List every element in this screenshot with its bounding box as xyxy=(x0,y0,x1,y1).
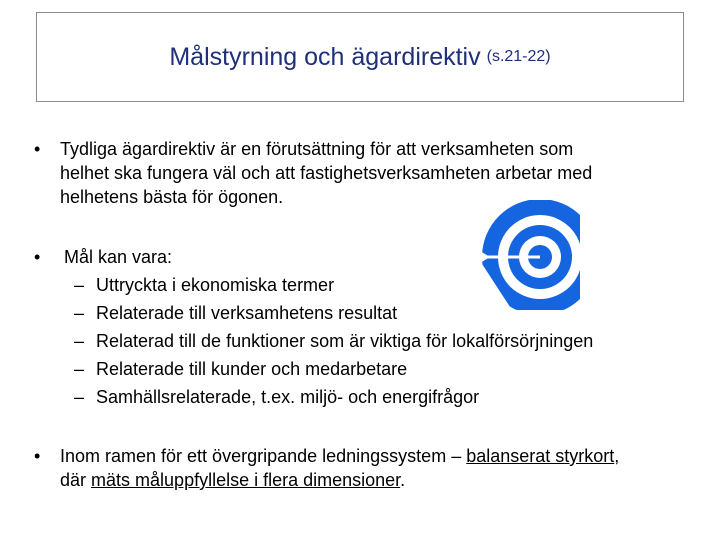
bullet-2-intro: Mål kan vara: xyxy=(64,247,173,267)
goal-fulfilment-term: mäts måluppfyllelse i flera dimensioner xyxy=(91,470,401,490)
bullet-1-line-2: helhet ska fungera väl och att fastighetsverksamheten arbetar med xyxy=(60,163,593,183)
slide-title-pages: (s.21-22) xyxy=(486,48,551,65)
bullet-1 xyxy=(34,137,694,212)
sub-item-text: Relaterade till kunder och medarbetare xyxy=(96,359,408,379)
bullet-1-line-3: helhetens bästa för ögonen. xyxy=(60,187,284,207)
balanced-scorecard-term: balanserat styrkort xyxy=(466,446,615,466)
bullet-3 xyxy=(34,444,704,496)
bullet-marker: • xyxy=(34,247,41,267)
slide-title: Målstyrning och ägardirektiv xyxy=(169,42,481,71)
bullet-marker: • xyxy=(34,446,41,466)
sub-item-text: Relaterad till de funktioner som är viktiga för lokalförsörjningen xyxy=(96,331,594,351)
sub-item-text: Samhällsrelaterade, t.ex. miljö- och energifrågor xyxy=(96,387,480,407)
bullet-1-line-1: Tydliga ägardirektiv är en förutsättning för att verksamheten som xyxy=(60,139,574,159)
sub-item-text: Relaterade till verksamhetens resultat xyxy=(96,303,398,323)
sub-item-text: Uttryckta i ekonomiska termer xyxy=(96,275,335,295)
bullet-marker: • xyxy=(34,139,41,159)
bullet-3-text xyxy=(60,444,619,492)
title-box xyxy=(36,12,684,102)
bullet-3-line-2: där mäts måluppfyllelse i flera dimensioner. xyxy=(60,470,406,490)
bullet-3-line-1: Inom ramen för ett övergripande ledningssystem – balanserat styrkort, xyxy=(60,446,620,466)
bullet-1-text xyxy=(60,137,592,209)
